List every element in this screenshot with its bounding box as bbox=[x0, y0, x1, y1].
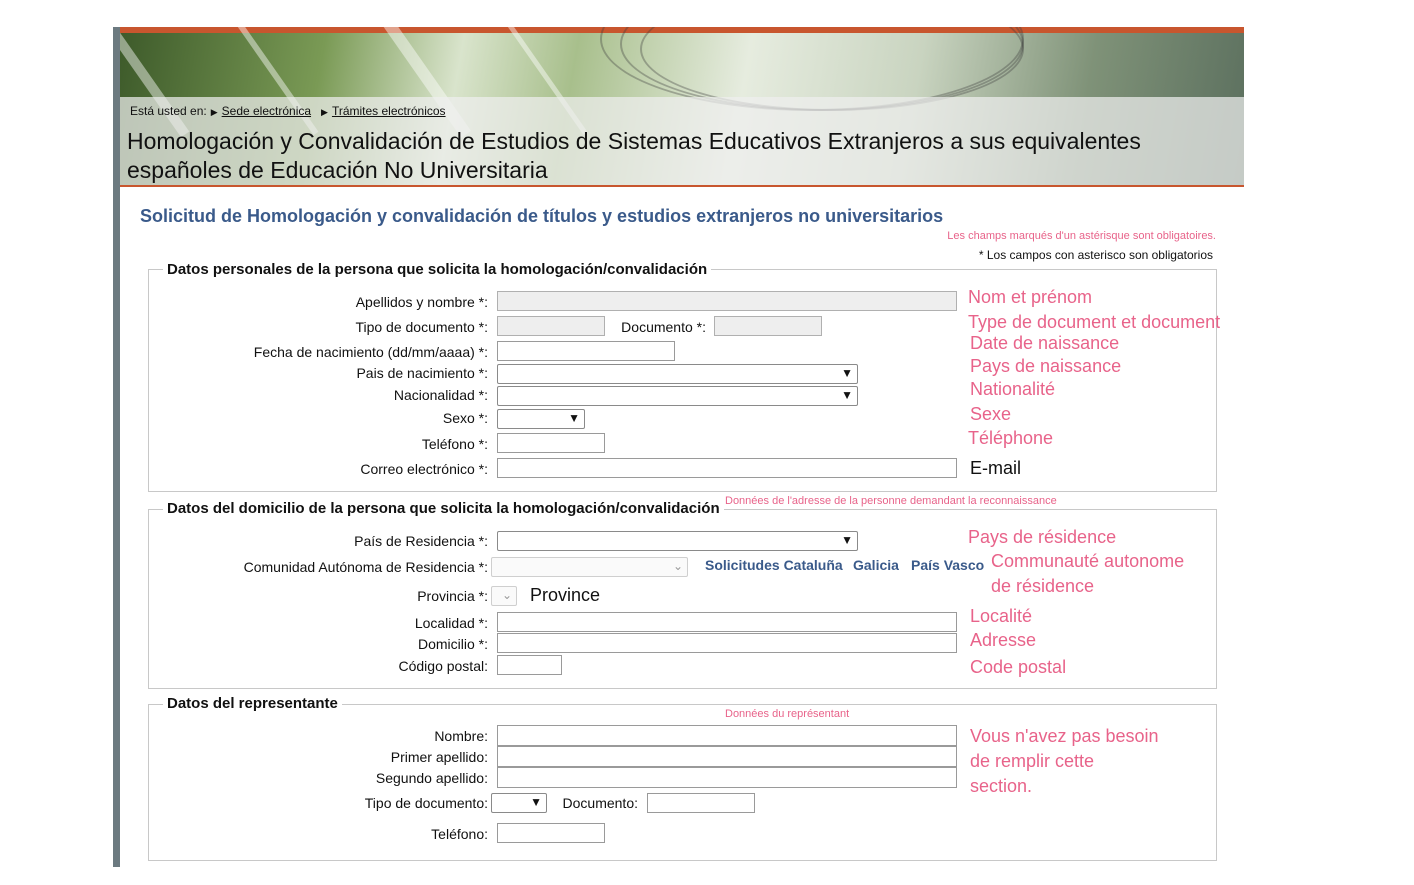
breadcrumb bbox=[130, 104, 446, 118]
rep-name-input[interactable] bbox=[497, 725, 957, 746]
link-cataluna[interactable]: Solicitudes Cataluña bbox=[705, 557, 843, 573]
link-pais-vasco[interactable]: País Vasco bbox=[911, 557, 985, 573]
annotation-email: E-mail bbox=[970, 458, 1022, 478]
locality-input[interactable] bbox=[497, 612, 957, 632]
doc-input[interactable] bbox=[714, 316, 822, 336]
link-galicia[interactable]: Galicia bbox=[853, 557, 899, 573]
sex-label: Sexo *: bbox=[442, 410, 488, 426]
phone-input[interactable] bbox=[497, 433, 605, 453]
annotation-community-2: de résidence bbox=[991, 576, 1095, 596]
header-banner bbox=[120, 27, 1244, 187]
breadcrumb-link-tramites[interactable]: Trámites electrónicos bbox=[331, 104, 446, 118]
required-note: * Los campos con asterisco son obligatorios bbox=[978, 248, 1213, 262]
doc-type-label: Tipo de documento *: bbox=[355, 319, 488, 335]
rep-doc-input[interactable] bbox=[647, 793, 755, 813]
form-title: Solicitud de Homologación y convalidación de títulos y estudios extranjeros no universitarios bbox=[140, 206, 944, 226]
annotation-locality: Localité bbox=[970, 606, 1033, 626]
chevron-down-icon: ▼ bbox=[841, 366, 853, 380]
annotation-phone: Téléphone bbox=[968, 428, 1054, 448]
chevron-down-icon: ⌄ bbox=[672, 559, 683, 573]
annotation-postal-code: Code postal bbox=[970, 657, 1067, 677]
chevron-down-icon: ▼ bbox=[841, 533, 853, 547]
rep-name-label: Nombre: bbox=[434, 728, 488, 744]
rep-phone-input[interactable] bbox=[497, 823, 605, 843]
chevron-down-icon: ▼ bbox=[841, 388, 853, 402]
annotation-province: Province bbox=[530, 585, 601, 605]
annotation-rep-line-1: Vous n'avez pas besoin bbox=[970, 726, 1159, 746]
name-label: Apellidos y nombre *: bbox=[355, 294, 488, 310]
phone-label: Teléfono *: bbox=[421, 436, 488, 452]
annotation-rep-line-2: de remplir cette bbox=[970, 751, 1095, 771]
rep-surname1-label: Primer apellido: bbox=[390, 749, 488, 765]
annotation-address: Adresse bbox=[970, 630, 1037, 650]
annotation-birthdate: Date de naissance bbox=[970, 333, 1120, 353]
rep-surname2-input[interactable] bbox=[497, 767, 957, 788]
nationality-select[interactable] bbox=[497, 386, 858, 406]
personal-data-legend: Datos personales de la persona que solicita la homologación/convalidación bbox=[163, 261, 711, 278]
annotation-sex: Sexe bbox=[970, 404, 1012, 424]
email-label: Correo electrónico *: bbox=[360, 461, 488, 477]
address-label: Domicilio *: bbox=[417, 636, 488, 652]
chevron-down-icon: ▼ bbox=[530, 795, 542, 809]
postal-code-input[interactable] bbox=[497, 655, 562, 675]
annotation-rep-line-3: section. bbox=[970, 776, 1033, 796]
left-border bbox=[113, 27, 120, 867]
annotation-community-1: Communauté autonome bbox=[991, 551, 1185, 571]
page-title: Homologación y Convalidación de Estudios de Sistemas Educativos Extranjeros a sus equivalentes españoles de Educación No Universitaria bbox=[127, 128, 1141, 183]
annotation-birth-country: Pays de naissance bbox=[970, 356, 1122, 376]
rep-phone-label: Teléfono: bbox=[431, 826, 488, 842]
birth-country-label: Pais de nacimiento *: bbox=[356, 365, 488, 381]
name-input[interactable] bbox=[497, 291, 957, 311]
email-input[interactable] bbox=[497, 458, 957, 478]
residence-country-select[interactable] bbox=[497, 531, 858, 551]
postal-code-label: Código postal: bbox=[398, 658, 488, 674]
representative-legend: Datos del representante bbox=[163, 695, 342, 712]
sex-select[interactable] bbox=[497, 409, 585, 429]
address-legend: Datos del domicilio de la persona que solicita la homologación/convalidación bbox=[163, 500, 724, 517]
annotation-doc: Type de document et document bbox=[968, 312, 1221, 332]
rep-doc-type-label: Tipo de documento: bbox=[364, 795, 488, 811]
annotation-residence-country: Pays de résidence bbox=[968, 527, 1117, 547]
birthdate-label: Fecha de nacimiento (dd/mm/aaaa) *: bbox=[253, 344, 488, 360]
nationality-label: Nacionalidad *: bbox=[393, 387, 488, 403]
doc-type-input[interactable] bbox=[497, 316, 605, 336]
community-label: Comunidad Autónoma de Residencia *: bbox=[243, 559, 488, 575]
caret-right-icon: ▶ bbox=[210, 107, 218, 117]
province-select[interactable] bbox=[491, 586, 517, 606]
doc-label: Documento *: bbox=[621, 319, 706, 335]
residence-country-label: País de Residencia *: bbox=[354, 533, 488, 549]
rep-surname1-input[interactable] bbox=[497, 746, 957, 767]
address-input[interactable] bbox=[497, 633, 957, 653]
annotation-representative-legend: Données du représentant bbox=[725, 708, 850, 720]
locality-label: Localidad *: bbox=[414, 615, 488, 631]
chevron-down-icon: ⌄ bbox=[501, 588, 512, 602]
breadcrumb-prefix: Está usted en: bbox=[130, 104, 207, 118]
rep-surname2-label: Segundo apellido: bbox=[375, 770, 488, 786]
annotation-address-legend: Données de l'adresse de la personne demandant la reconnaissance bbox=[725, 495, 1057, 507]
birthdate-input[interactable] bbox=[497, 341, 675, 361]
birth-country-select[interactable] bbox=[497, 364, 858, 384]
chevron-down-icon: ▼ bbox=[568, 411, 580, 425]
rep-doc-type-select[interactable] bbox=[491, 793, 547, 813]
province-label: Provincia *: bbox=[417, 588, 488, 604]
community-select[interactable] bbox=[491, 557, 688, 577]
caret-right-icon: ▶ bbox=[321, 107, 328, 117]
rep-doc-label: Documento: bbox=[562, 795, 638, 811]
breadcrumb-link-sede[interactable]: Sede electrónica bbox=[221, 104, 312, 118]
required-note-translation: Les champs marqués d'un astérisque sont obligatoires. bbox=[947, 230, 1216, 242]
annotation-name: Nom et prénom bbox=[968, 287, 1093, 307]
annotation-nationality: Nationalité bbox=[970, 379, 1056, 399]
